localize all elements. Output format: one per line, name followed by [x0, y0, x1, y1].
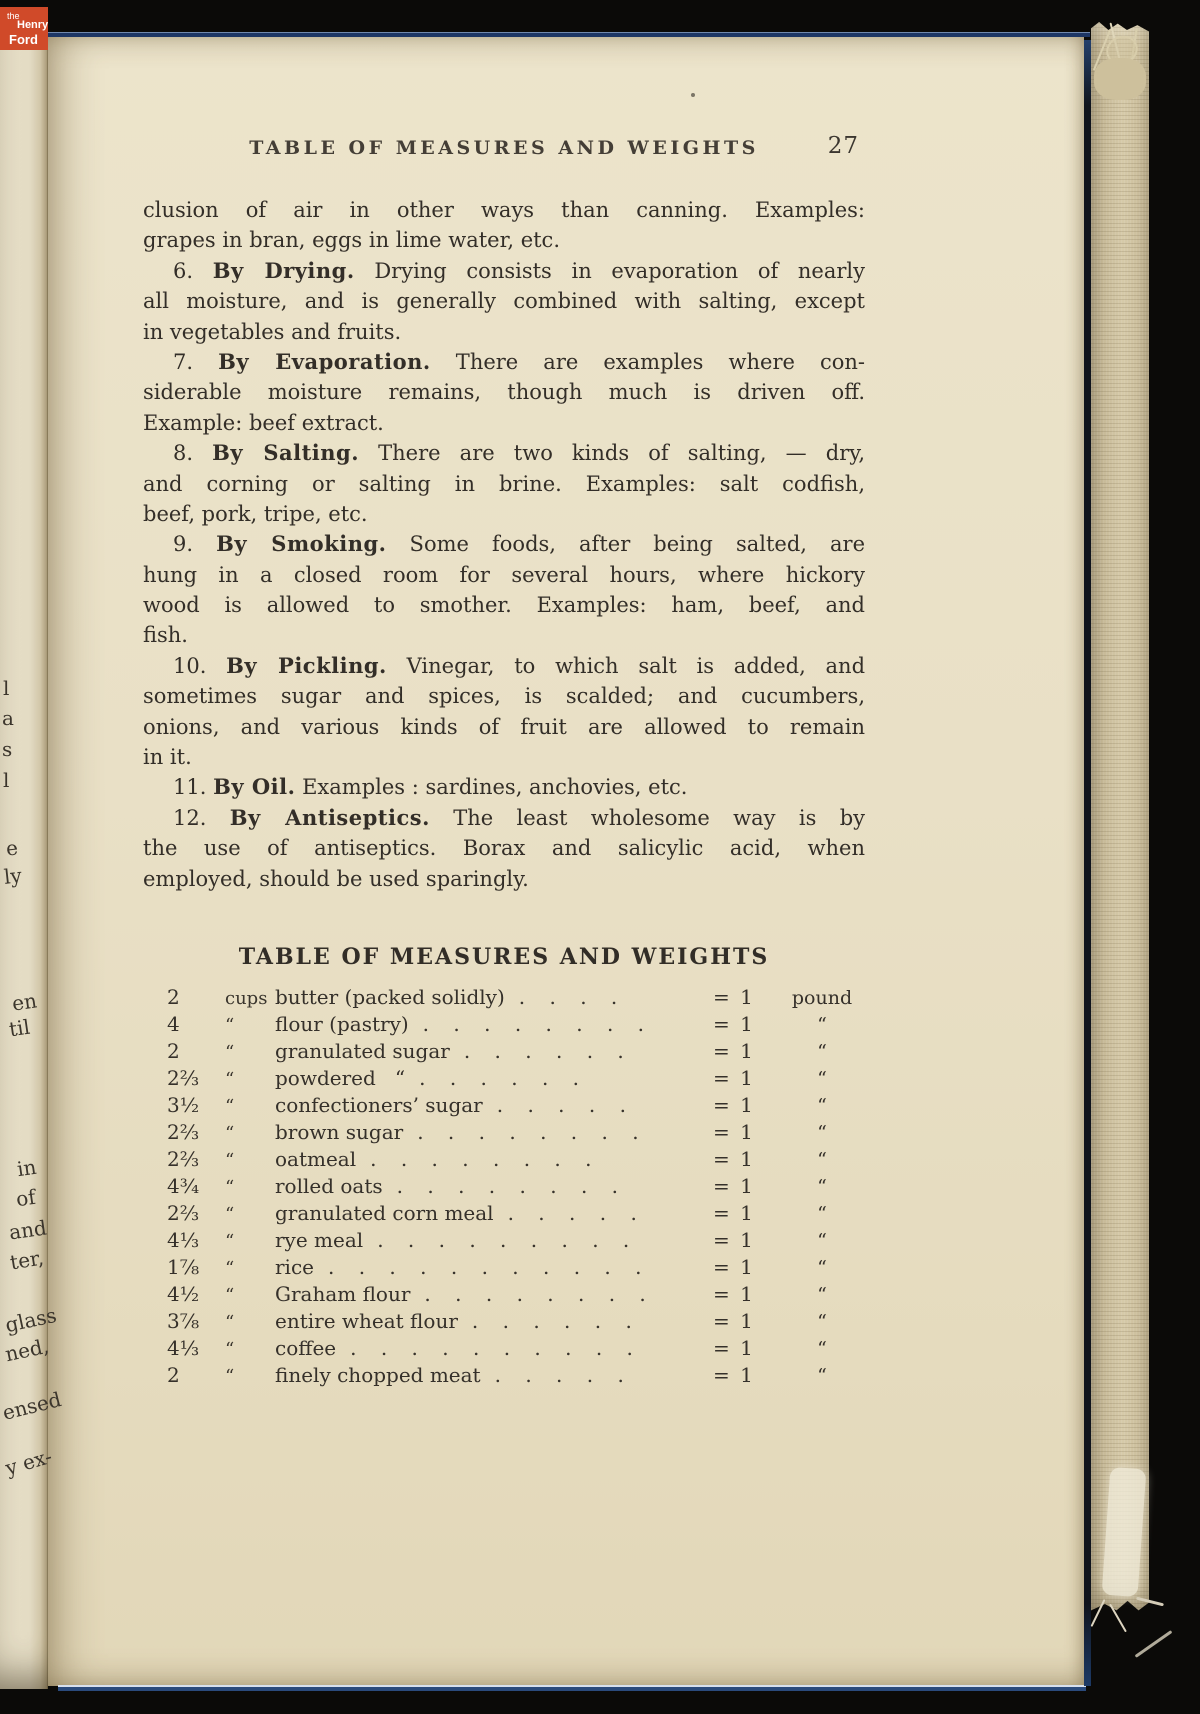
unit-ditto: “: [225, 1123, 235, 1144]
item-name: rice: [275, 1255, 314, 1279]
dot-leader: . . . . .: [507, 1201, 638, 1225]
unit-ditto: “: [225, 1096, 235, 1117]
text-run: Examples : sardines, anchovies, etc.: [295, 775, 688, 800]
quantity: 4⅓: [167, 1228, 200, 1252]
text-run: 12.: [173, 805, 230, 830]
cutoff-text-fragment: en: [10, 988, 39, 1016]
body-line: [143, 833, 865, 863]
equals-value: = 1: [713, 1201, 755, 1225]
bold-run: By Smoking.: [216, 531, 387, 557]
measure-row: [143, 1228, 865, 1255]
text-run: 6.: [173, 258, 213, 283]
spine-cloth-edge: [1091, 22, 1149, 1612]
item-name: powdered “: [275, 1066, 406, 1090]
text-run: wood is allowed to smother. Examples: ham, beef, and: [143, 593, 865, 618]
quantity: 2: [167, 1039, 180, 1063]
cutoff-text-fragment: and: [7, 1215, 49, 1245]
quantity: 1⅞: [167, 1255, 200, 1279]
quantity: 2: [167, 985, 180, 1009]
weight-unit: pound: [791, 987, 853, 1009]
weight-unit: “: [817, 1149, 827, 1171]
measure-row: [143, 985, 865, 1012]
paragraph: [143, 803, 865, 894]
left-edge-fragments: [0, 0, 64, 1714]
weight-unit: “: [817, 1041, 827, 1063]
body-line: [143, 651, 865, 681]
quantity: 4¾: [167, 1174, 200, 1198]
quantity: 2: [167, 1363, 180, 1387]
equals-value: = 1: [713, 1066, 755, 1090]
paragraph: [143, 772, 865, 802]
measure-row: [143, 1309, 865, 1336]
unit-ditto: cups: [225, 988, 268, 1009]
quantity: 4: [167, 1012, 180, 1036]
henry-ford-logo: [0, 7, 48, 50]
body-line: [143, 620, 865, 650]
item-name: granulated corn meal: [275, 1201, 494, 1225]
item-name: confectioners’ sugar: [275, 1093, 483, 1117]
cutoff-text-fragment: ned,: [2, 1333, 51, 1367]
item-name: entire wheat flour: [275, 1309, 458, 1333]
equals-value: = 1: [713, 1120, 755, 1144]
dot-leader: . . . . . . . . .: [377, 1228, 631, 1252]
cutoff-text-fragment: y ex-: [2, 1443, 55, 1481]
dot-leader: . . . . .: [494, 1363, 625, 1387]
text-run: in vegetables and fruits.: [143, 319, 402, 344]
measures-table-title: TABLE OF MEASURES AND WEIGHTS: [238, 944, 770, 970]
measure-row: [143, 1174, 865, 1201]
quantity: 2⅔: [167, 1147, 200, 1171]
body-line: [143, 256, 865, 286]
equals-value: = 1: [713, 1282, 755, 1306]
text-run: beef, pork, tripe, etc.: [143, 501, 368, 526]
measure-row: [143, 1039, 865, 1066]
body-line: [143, 225, 865, 255]
text-run: There are two kinds of salting, — dry,: [359, 441, 866, 466]
cutoff-text-fragment: ter,: [8, 1245, 46, 1275]
bold-run: By Oil.: [213, 774, 296, 800]
bold-run: By Antiseptics.: [229, 804, 430, 830]
item-name: granulated sugar: [275, 1039, 450, 1063]
dot-leader: . . . . . .: [471, 1309, 633, 1333]
measure-row: [143, 1255, 865, 1282]
unit-ditto: “: [225, 1204, 235, 1225]
weight-unit: “: [817, 1311, 827, 1333]
body-line: [143, 286, 865, 316]
unit-ditto: “: [225, 1231, 235, 1252]
unit-ditto: “: [225, 1150, 235, 1171]
text-run: and corning or salting in brine. Examples: salt codfish,: [143, 471, 865, 496]
bold-run: By Drying.: [212, 257, 355, 283]
quantity: 4⅓: [167, 1336, 200, 1360]
quantity: 2⅔: [167, 1066, 200, 1090]
body-line: [143, 681, 865, 711]
item-name: rolled oats: [275, 1174, 383, 1198]
weight-unit: “: [817, 1095, 827, 1117]
item-name: flour (pastry): [275, 1012, 409, 1036]
measure-row: [143, 1093, 865, 1120]
quantity: 3⅞: [167, 1309, 200, 1333]
equals-value: = 1: [713, 1147, 755, 1171]
bold-run: By Pickling.: [226, 652, 387, 678]
weight-unit: “: [817, 1122, 827, 1144]
measure-row: [143, 1201, 865, 1228]
weight-unit: “: [817, 1068, 827, 1090]
cutoff-text-fragment: a: [2, 706, 14, 730]
frayed-thread: [1135, 1630, 1173, 1658]
quantity: 3½: [167, 1093, 200, 1117]
book-cover-bottom-edge: [58, 1685, 1086, 1692]
cutoff-text-fragment: til: [7, 1014, 32, 1042]
unit-ditto: “: [225, 1069, 235, 1090]
quantity: 4½: [167, 1282, 200, 1306]
text-run: all moisture, and is generally combined with salting, except: [143, 289, 865, 314]
unit-ditto: “: [225, 1177, 235, 1198]
measure-row: [143, 1336, 865, 1363]
text-run: 7.: [173, 349, 219, 374]
cutoff-text-fragment: of: [14, 1184, 38, 1212]
dot-leader: . . . . . . . . . .: [350, 1336, 634, 1360]
unit-ditto: “: [225, 1339, 235, 1360]
equals-value: = 1: [713, 1336, 755, 1360]
running-head: [143, 133, 865, 159]
running-head-title: TABLE OF MEASURES AND WEIGHTS: [249, 137, 759, 159]
text-run: clusion of air in other ways than canning. Examples:: [143, 198, 865, 222]
text-run: the use of antiseptics. Borax and salicylic acid, when: [143, 836, 865, 861]
dot-leader: . . . . . .: [463, 1039, 625, 1063]
unit-ditto: “: [225, 1042, 235, 1063]
cutoff-text-fragment: ly: [2, 863, 23, 889]
measure-row: [143, 1282, 865, 1309]
text-run: 11.: [173, 775, 214, 800]
cutoff-text-fragment: glass: [3, 1302, 59, 1338]
item-name: butter (packed solidly): [275, 985, 505, 1009]
cutoff-text-fragment: s: [2, 737, 13, 761]
measure-row: [143, 1012, 865, 1039]
logo-text-henry: Henry: [17, 19, 49, 31]
equals-value: = 1: [713, 1039, 755, 1063]
paragraph: [143, 347, 865, 438]
body-line: [143, 408, 865, 438]
weight-unit: “: [817, 1338, 827, 1360]
equals-value: = 1: [713, 1309, 755, 1333]
item-name: Graham flour: [275, 1282, 411, 1306]
weight-unit: “: [817, 1257, 827, 1279]
quantity: 2⅔: [167, 1201, 200, 1225]
body-line: [143, 438, 865, 468]
text-run: grapes in bran, eggs in lime water, etc.: [143, 228, 560, 253]
measure-row: [143, 1066, 865, 1093]
text-run: Vinegar, to which salt is added, and: [386, 653, 866, 678]
text-run: fish.: [143, 623, 188, 648]
weight-unit: “: [817, 1365, 827, 1387]
dot-leader: . . . . . . . .: [396, 1174, 620, 1198]
body-line: [143, 377, 865, 407]
paragraph: [143, 195, 865, 256]
dot-leader: . . . . . . . .: [424, 1282, 647, 1306]
cutoff-text-fragment: e: [4, 835, 20, 861]
unit-ditto: “: [225, 1015, 235, 1036]
equals-value: = 1: [713, 1228, 755, 1252]
text-run: in it.: [143, 745, 192, 770]
weight-unit: “: [817, 1284, 827, 1306]
bold-run: By Salting.: [212, 440, 360, 466]
text-run: There are examples where con-: [430, 349, 866, 374]
dot-leader: . . . .: [518, 985, 619, 1009]
quantity: 2⅔: [167, 1120, 200, 1144]
text-run: sometimes sugar and spices, is scalded; and cucumbers,: [143, 684, 865, 709]
body-line: [143, 499, 865, 529]
paragraph: [143, 256, 865, 347]
unit-ditto: “: [225, 1366, 235, 1387]
text-run: onions, and various kinds of fruit are allowed to remain: [143, 714, 865, 739]
unit-ditto: “: [225, 1312, 235, 1333]
cutoff-text-fragment: ensed: [0, 1387, 64, 1425]
body-line: [143, 590, 865, 620]
item-name: rye meal: [275, 1228, 364, 1252]
body-line: [143, 772, 865, 802]
page-content-layer: [48, 37, 1084, 1686]
dot-leader: . . . . . . . .: [370, 1147, 593, 1171]
body-line: [143, 469, 865, 499]
equals-value: = 1: [713, 1174, 755, 1198]
cutoff-text-fragment: l: [3, 768, 10, 792]
logo-text-ford: Ford: [9, 32, 38, 47]
dot-leader: . . . . . . . .: [417, 1120, 640, 1144]
text-run: employed, should be used sparingly.: [143, 866, 529, 891]
weight-unit: “: [817, 1176, 827, 1198]
body-line: [143, 195, 865, 225]
weight-unit: “: [817, 1014, 827, 1036]
body-line: [143, 347, 865, 377]
dot-leader: . . . . .: [496, 1093, 627, 1117]
text-run: Some foods, after being salted, are: [386, 532, 865, 557]
text-column: [143, 37, 865, 1686]
text-run: siderable moisture remains, though much is driven off.: [143, 380, 865, 405]
measures-table: [143, 985, 865, 1390]
body-line: [143, 529, 865, 559]
body-line: [143, 803, 865, 833]
body-paragraphs: [143, 195, 865, 894]
unit-ditto: “: [225, 1258, 235, 1279]
text-run: 10.: [173, 653, 227, 678]
unit-ditto: “: [225, 1285, 235, 1306]
text-run: hung in a closed room for several hours, where hickory: [143, 562, 865, 587]
paper-speck: [691, 93, 695, 97]
body-line: [143, 742, 865, 772]
dot-leader: . . . . . . . . . . .: [328, 1255, 643, 1279]
text-run: Drying consists in evaporation of nearly: [354, 258, 865, 283]
measure-row: [143, 1120, 865, 1147]
item-name: oatmeal: [275, 1147, 357, 1171]
equals-value: = 1: [713, 985, 755, 1009]
page-spine-gap: [1084, 40, 1091, 1686]
cutoff-text-fragment: in: [15, 1154, 38, 1182]
measure-row: [143, 1147, 865, 1174]
body-line: [143, 317, 865, 347]
equals-value: = 1: [713, 1255, 755, 1279]
dot-leader: . . . . . .: [419, 1066, 581, 1090]
logo-text-the: the: [7, 11, 20, 21]
equals-value: = 1: [713, 1363, 755, 1387]
equals-value: = 1: [713, 1012, 755, 1036]
frayed-cloth-top: [1094, 58, 1146, 100]
body-line: [143, 560, 865, 590]
item-name: coffee: [275, 1336, 337, 1360]
item-name: finely chopped meat: [275, 1363, 481, 1387]
cutoff-text-fragment: l: [3, 676, 10, 700]
paragraph: [143, 438, 865, 529]
paragraph: [143, 529, 865, 651]
measure-row: [143, 1363, 865, 1390]
page-number: 27: [827, 133, 859, 159]
item-name: brown sugar: [275, 1120, 404, 1144]
equals-value: = 1: [713, 1093, 755, 1117]
text-run: Example: beef extract.: [143, 410, 384, 435]
paragraph: [143, 651, 865, 773]
text-run: 8.: [173, 441, 213, 466]
bold-run: By Evaporation.: [218, 348, 431, 374]
weight-unit: “: [817, 1203, 827, 1225]
text-run: 9.: [173, 532, 217, 557]
body-line: [143, 712, 865, 742]
weight-unit: “: [817, 1230, 827, 1252]
text-run: The least wholesome way is by: [429, 805, 865, 830]
dot-leader: . . . . . . . .: [422, 1012, 646, 1036]
body-line: [143, 864, 865, 894]
